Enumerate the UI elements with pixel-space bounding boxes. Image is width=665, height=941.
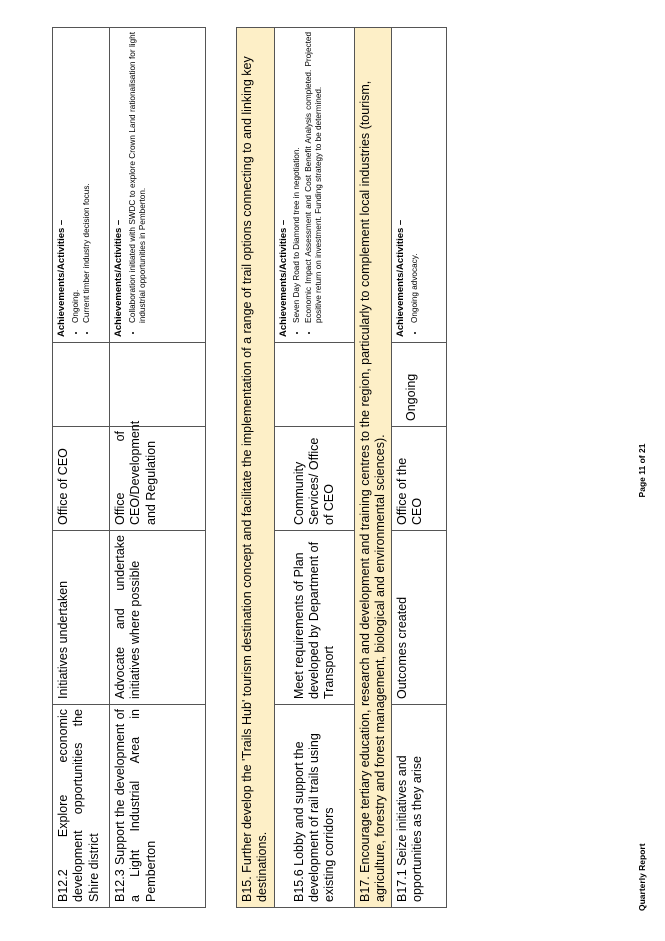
status-cell: Ongoing bbox=[392, 343, 447, 427]
achievements-list bbox=[410, 32, 421, 337]
achievements-list bbox=[292, 32, 325, 337]
section-header-row bbox=[237, 27, 275, 907]
responsibility-cell: Office of the CEO bbox=[392, 427, 447, 531]
item-cell: B15.6 Lobby and support the development of rail trails using existing corridors bbox=[274, 705, 354, 908]
item-cell: B12.3 Support the development of a Light Industrial Area in Pemberton bbox=[110, 705, 206, 908]
responsibility-cell: Community Services/ Office of CEO bbox=[274, 427, 354, 531]
achievements-cell bbox=[274, 27, 354, 342]
status-cell bbox=[110, 343, 206, 427]
measure-cell: Initiatives undertaken bbox=[53, 531, 110, 705]
list-item: • Ongoing advocacy. bbox=[410, 32, 421, 323]
status-cell bbox=[53, 343, 110, 427]
footer-page-number: Page 11 of 21 bbox=[637, 443, 647, 498]
achievements-heading: Achievements/Activities – bbox=[277, 219, 289, 337]
achievements-cell bbox=[392, 27, 447, 342]
table-row bbox=[53, 28, 110, 908]
achievements-list bbox=[71, 32, 93, 337]
achievements-cell bbox=[110, 28, 206, 343]
item-cell: B17.1 Seize initiatives and opportunities as they arise bbox=[392, 705, 447, 908]
section-header-b15: B15. Further develop the 'Trails Hub' tourism destination concept and facilitate the implementation of a range of trail options connecting to and linking key destinations. bbox=[237, 27, 275, 907]
table-row bbox=[274, 27, 354, 907]
footer-report-title: Quarterly Report bbox=[637, 843, 647, 911]
list-item: • Seven Day Road to Diamond tree in negotiation. bbox=[292, 32, 303, 323]
section-header-row bbox=[354, 27, 392, 907]
list-item: • Ongoing. bbox=[71, 32, 82, 323]
responsibility-cell: Office of CEO bbox=[53, 427, 110, 531]
table-row bbox=[110, 28, 206, 908]
table-row bbox=[392, 27, 447, 907]
list-item: • Economic Impact Assessment and Cost Benefit Analysis completed. Projected positive return on investment. Funding strategy to be determined. bbox=[304, 32, 325, 323]
item-cell: B12.2 Explore economic development opportunities the Shire district bbox=[53, 705, 110, 908]
achievements-list bbox=[128, 32, 149, 337]
status-cell bbox=[274, 343, 354, 427]
table-b12 bbox=[52, 27, 206, 908]
responsibility-cell: Office of CEO/Development and Regulation bbox=[110, 427, 206, 531]
achievements-heading: Achievements/Activities – bbox=[113, 219, 124, 337]
list-item: • Current timber industry decision focus. bbox=[82, 32, 93, 323]
achievements-cell bbox=[53, 28, 110, 343]
measure-cell: Outcomes created bbox=[392, 531, 447, 705]
measure-cell: Advocate and undertake initiatives where possible bbox=[110, 531, 206, 705]
list-item: • Collaboration initiated with SWDC to explore Crown Land rationalisation for light industrial opportunities in Pemberton. bbox=[128, 32, 149, 323]
table-b15-b17 bbox=[236, 27, 447, 908]
section-header-b17: B17. Encourage tertiary education, research and development and training centres to the region, particularly to complement local industries (tourism, agriculture, forestry and forest management, biological and environmental sciences). bbox=[354, 27, 392, 907]
achievements-heading: Achievements/Activities – bbox=[56, 219, 67, 337]
measure-cell: Meet requirements of Plan developed by Department of Transport bbox=[274, 531, 354, 705]
achievements-heading: Achievements/Activities – bbox=[395, 219, 406, 337]
